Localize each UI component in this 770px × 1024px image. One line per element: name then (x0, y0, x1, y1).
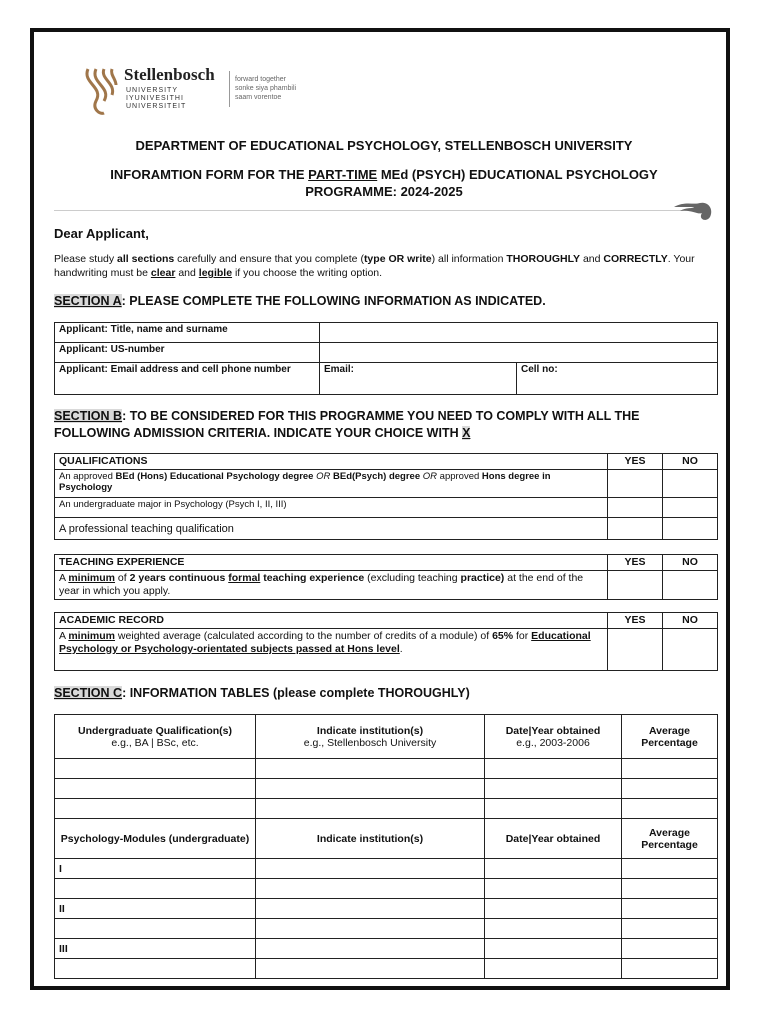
modules-average-header: Average Percentage (622, 819, 718, 859)
module-level-2[interactable]: II (55, 899, 256, 919)
department-heading: DEPARTMENT OF EDUCATIONAL PSYCHOLOGY, STELLENBOSCH UNIVERSITY (135, 138, 633, 153)
date-cell[interactable] (485, 919, 622, 939)
module-cell[interactable] (55, 919, 256, 939)
average-cell[interactable] (622, 859, 718, 879)
form-page (30, 28, 730, 990)
institution-cell[interactable] (256, 779, 485, 799)
academic-yes[interactable] (608, 629, 663, 671)
qualifications-table (54, 453, 718, 540)
date-header: Date|Year obtained e.g., 2003-2006 (485, 715, 622, 759)
undergrad-qual-header: Undergraduate Qualification(s) e.g., BA | BSc, etc. (55, 715, 256, 759)
institution-header: Indicate institution(s) e.g., Stellenbosch University (256, 715, 485, 759)
date-cell[interactable] (485, 959, 622, 979)
logo-name: Stellenbosch (124, 65, 215, 84)
module-cell[interactable] (55, 959, 256, 979)
section-a-heading: SECTION A: PLEASE COMPLETE THE FOLLOWING INFORMATION AS INDICATED. (54, 294, 546, 308)
yes-header: YES (608, 555, 663, 571)
teaching-no[interactable] (663, 571, 718, 600)
academic-record-table (54, 612, 718, 671)
teaching-experience-table (54, 554, 718, 600)
yes-header: YES (608, 454, 663, 470)
date-cell[interactable] (485, 939, 622, 959)
average-cell[interactable] (622, 779, 718, 799)
date-cell[interactable] (485, 859, 622, 879)
qual-row-major-yes[interactable] (608, 498, 663, 518)
average-cell[interactable] (622, 879, 718, 899)
form-title: INFORAMTION FORM FOR THE PART-TIME MEd (PSYCH) EDUCATIONAL PSYCHOLOGY PROGRAMME: 2024-2025 (110, 167, 658, 199)
teaching-yes[interactable] (608, 571, 663, 600)
qual-row-major-no[interactable] (663, 498, 718, 518)
average-cell[interactable] (622, 799, 718, 819)
name-label: Applicant: Title, name and surname (55, 323, 320, 343)
no-header: NO (663, 613, 718, 629)
logo-sub: UNIVERSITY IYUNIVESITHI UNIVERSITEIT (126, 87, 187, 110)
us-number-field[interactable] (320, 343, 718, 363)
name-field[interactable] (320, 323, 718, 343)
stellenbosch-crest-icon (82, 65, 118, 117)
no-header: NO (663, 555, 718, 571)
module-level-3[interactable]: III (55, 939, 256, 959)
email-field[interactable]: Email: (320, 363, 517, 395)
average-cell[interactable] (622, 939, 718, 959)
university-logo (82, 65, 322, 121)
module-cell[interactable] (55, 879, 256, 899)
qual-cell[interactable] (55, 779, 256, 799)
section-b-heading: SECTION B: TO BE CONSIDERED FOR THIS PROGRAMME YOU NEED TO COMPLY WITH ALL THE FOLLOWING ADMISSION CRITERIA. INDICATE YOUR CHOICE WITH X (54, 409, 640, 440)
average-cell[interactable] (622, 899, 718, 919)
section-c-heading: SECTION C: INFORMATION TABLES (please complete THOROUGHLY) (54, 686, 470, 700)
teaching-row: A minimum of 2 years continuous formal teaching experience (excluding teaching practice) at the end of the year in which you apply. (55, 571, 608, 600)
institution-cell[interactable] (256, 799, 485, 819)
institution-cell[interactable] (256, 919, 485, 939)
qual-cell[interactable] (55, 799, 256, 819)
section-a-table (54, 322, 718, 395)
date-cell[interactable] (485, 879, 622, 899)
qual-row-bed: An approved BEd (Hons) Educational Psychology degree OR BEd(Psych) degree OR approved Hons degree in Psychology (55, 470, 608, 498)
contact-label: Applicant: Email address and cell phone number (55, 363, 320, 395)
qualifications-header: QUALIFICATIONS (55, 454, 608, 470)
qual-row-teaching: A professional teaching qualification (55, 518, 608, 540)
average-cell[interactable] (622, 959, 718, 979)
us-number-label: Applicant: US-number (55, 343, 320, 363)
modules-institution-header: Indicate institution(s) (256, 819, 485, 859)
qual-row-teaching-yes[interactable] (608, 518, 663, 540)
information-table (54, 714, 718, 979)
greeting: Dear Applicant, (54, 226, 149, 241)
average-cell[interactable] (622, 759, 718, 779)
date-cell[interactable] (485, 899, 622, 919)
institution-cell[interactable] (256, 939, 485, 959)
institution-cell[interactable] (256, 879, 485, 899)
module-level-1[interactable]: I (55, 859, 256, 879)
institution-cell[interactable] (256, 859, 485, 879)
swirl-ornament-icon (672, 199, 716, 225)
modules-date-header: Date|Year obtained (485, 819, 622, 859)
teaching-header: TEACHING EXPERIENCE (55, 555, 608, 571)
yes-header: YES (608, 613, 663, 629)
academic-no[interactable] (663, 629, 718, 671)
qual-row-bed-yes[interactable] (608, 470, 663, 498)
no-header: NO (663, 454, 718, 470)
institution-cell[interactable] (256, 759, 485, 779)
cell-field[interactable]: Cell no: (517, 363, 718, 395)
qual-row-teaching-no[interactable] (663, 518, 718, 540)
average-cell[interactable] (622, 919, 718, 939)
academic-header: ACADEMIC RECORD (55, 613, 608, 629)
institution-cell[interactable] (256, 959, 485, 979)
institution-cell[interactable] (256, 899, 485, 919)
date-cell[interactable] (485, 759, 622, 779)
modules-header: Psychology-Modules (undergraduate) (55, 819, 256, 859)
qual-row-bed-no[interactable] (663, 470, 718, 498)
average-header: Average Percentage (622, 715, 718, 759)
intro-text: Please study all sections carefully and ensure that you complete (type OR write) all information THOROUGHLY and CORRECTLY. Your handwriting must be clear and legible if you choose the writing option. (54, 253, 695, 279)
date-cell[interactable] (485, 799, 622, 819)
logo-tagline: forward together sonke siya phambili saam vorentoe (235, 76, 297, 101)
qual-row-major: An undergraduate major in Psychology (Psych I, II, III) (55, 498, 608, 518)
qual-cell[interactable] (55, 759, 256, 779)
academic-row: A minimum weighted average (calculated according to the number of credits of a module) of 65% for Educational Psychology or Psychology-orientated subjects passed at Hons level. (55, 629, 608, 671)
date-cell[interactable] (485, 779, 622, 799)
